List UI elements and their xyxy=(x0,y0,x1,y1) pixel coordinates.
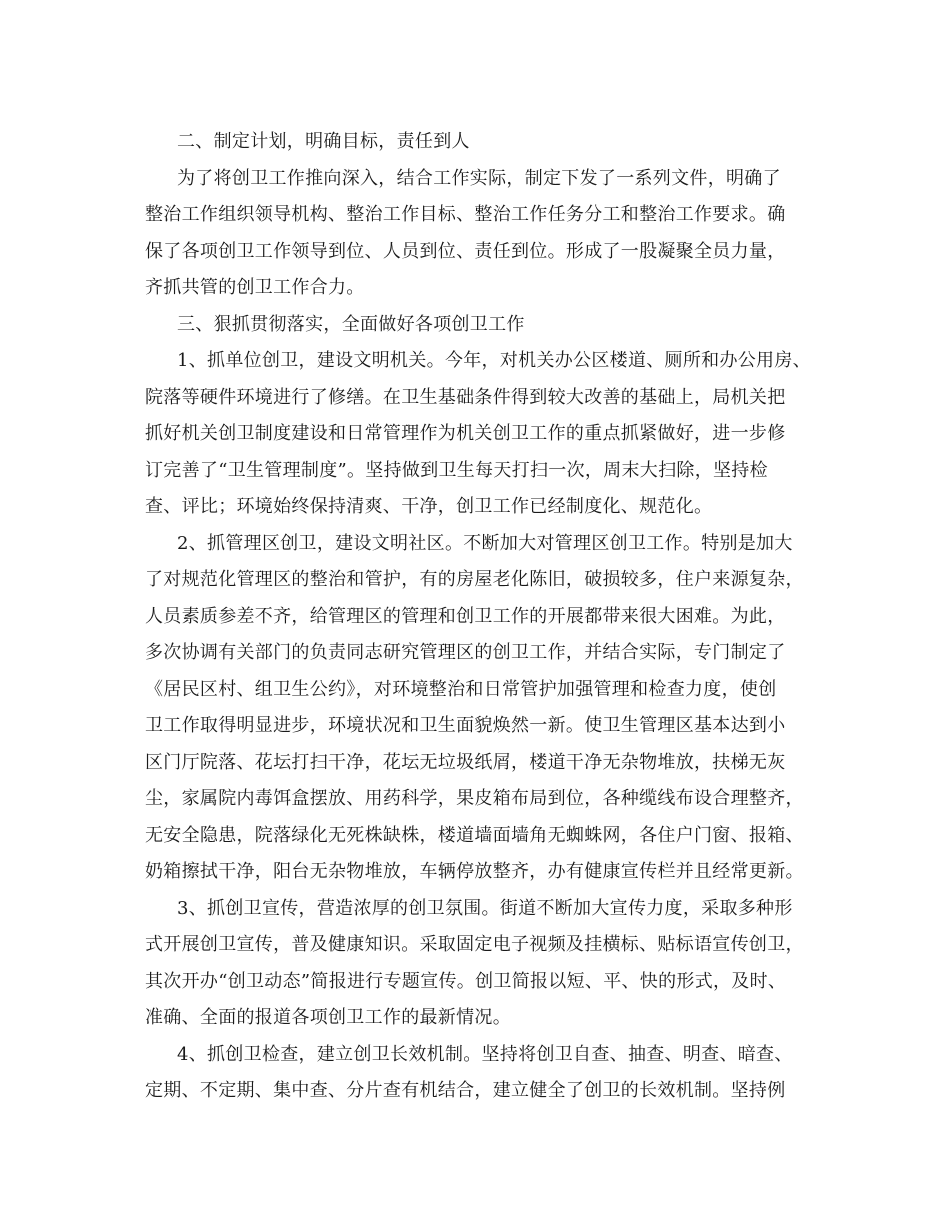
paragraph-line: 卫工作取得明显进步，环境状况和卫生面貌焕然一新。使卫生管理区基本达到小 xyxy=(145,715,786,736)
paragraph-line: 订完善了“卫生管理制度”。坚持做到卫生每天打扫一次，周末大扫除，坚持检 xyxy=(145,459,768,481)
paragraph-line: 抓好机关创卫制度建设和日常管理作为机关创卫工作的重点抓紧做好，进一步修 xyxy=(145,423,786,444)
paragraph-line: 多次协调有关部门的负责同志研究管理区的创卫工作，并结合实际，专门制定了 xyxy=(145,642,786,663)
paragraph-line: 人员素质参差不齐，给管理区的管理和创卫工作的开展都带来很大困难。为此， xyxy=(145,605,786,627)
paragraph-line: 为了将创卫工作推向深入，结合工作实际，制定下发了一系列文件，明确了 xyxy=(177,167,781,189)
paragraph-line: 其次开办“创卫动态”简报进行专题宣传。创卫简报以短、平、快的形式，及时、 xyxy=(145,970,787,992)
document-body xyxy=(145,124,825,1110)
paragraph-line: 区门厅院落、花坛打扫干净，花坛无垃圾纸屑，楼道干净无杂物堆放，扶梯无灰 xyxy=(145,751,786,773)
paragraph-line: 《居民区村、组卫生公约》，对环境整治和日常管护加强管理和检查力度，使创 xyxy=(145,678,777,700)
paragraph-line: 2、抓管理区创卫，建设文明社区。不断加大对管理区创卫工作。特别是加大 xyxy=(177,532,793,554)
section-heading-3: 三、狠抓贯彻落实，全面做好各项创卫工作 xyxy=(177,313,525,335)
paragraph-line: 齐抓共管的创卫工作合力。 xyxy=(145,277,365,298)
paragraph-line: 查、评比；环境始终保持清爽、干净，创卫工作已经制度化、规范化。 xyxy=(145,496,713,517)
paragraph-line: 无安全隐患，院落绿化无死株缺株，楼道墙面墙角无蜘蛛网，各住户门窗、报箱、 xyxy=(145,824,804,846)
paragraph-line: 整治工作组织领导机构、整治工作目标、整治工作任务分工和整治工作要求。确 xyxy=(145,204,786,225)
section-heading-2: 二、制定计划，明确目标，责任到人 xyxy=(177,131,470,152)
paragraph-line: 4、抓创卫检查，建立创卫长效机制。坚持将创卫自查、抽查、明查、暗查、 xyxy=(177,1043,793,1065)
paragraph-line: 尘，家属院内毒饵盒摆放、用药科学，果皮箱布局到位，各种缆线布设合理整齐， xyxy=(145,788,804,809)
paragraph-line: 定期、不定期、集中查、分片查有机结合，建立健全了创卫的长效机制。坚持例 xyxy=(145,1080,786,1101)
paragraph-line: 保了各项创卫工作领导到位、人员到位、责任到位。形成了一股凝聚全员力量， xyxy=(145,240,786,262)
paragraph-line: 1、抓单位创卫，建设文明机关。今年，对机关办公区楼道、厕所和办公用房、 xyxy=(177,350,811,371)
paragraph-line: 奶箱擦拭干净，阳台无杂物堆放，车辆停放整齐，办有健康宣传栏并且经常更新。 xyxy=(145,861,804,882)
paragraph-line: 式开展创卫宣传，普及健康知识。采取固定电子视频及挂横标、贴标语宣传创卫， xyxy=(145,934,804,955)
paragraph-line: 了对规范化管理区的整治和管护，有的房屋老化陈旧，破损较多，住户来源复杂， xyxy=(145,569,804,590)
paragraph-line: 准确、全面的报道各项创卫工作的最新情况。 xyxy=(145,1007,511,1028)
paragraph-line: 3、抓创卫宣传，营造浓厚的创卫氛围。街道不断加大宣传力度，采取多种形 xyxy=(177,897,793,919)
paragraph-line: 院落等硬件环境进行了修缮。在卫生基础条件得到较大改善的基础上，局机关把 xyxy=(145,386,786,408)
